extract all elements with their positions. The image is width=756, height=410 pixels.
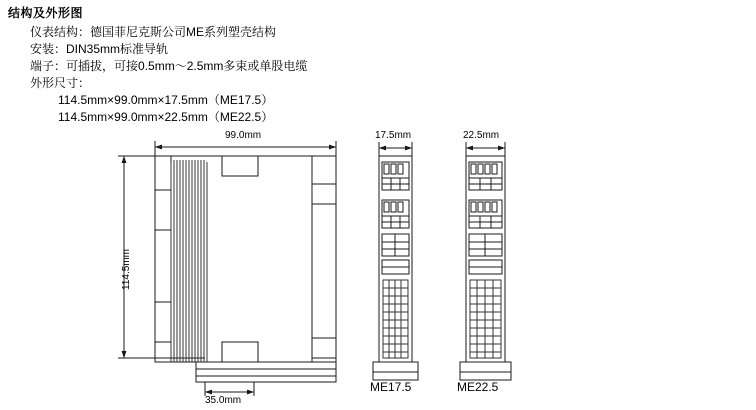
spec-label-mounting: 安装：	[30, 42, 67, 56]
spec-value-terminal: 可插拔，可接0.5mm～2.5mm多束或单股电缆	[66, 59, 308, 73]
spec-row-mounting	[30, 41, 630, 58]
spec-label-terminal: 端子：	[30, 59, 67, 73]
spec-row-structure	[30, 24, 630, 41]
me175-caption: ME17.5	[370, 380, 412, 394]
side-view-height-label: 114.5mm	[121, 249, 132, 290]
spec-label-structure: 仪表结构：	[30, 25, 91, 39]
spec-label-dimensions: 外形尺寸：	[30, 76, 91, 90]
dimension-line-2: 114.5mm×99.0mm×22.5mm（ME22.5）	[58, 110, 274, 124]
side-view-width-label: 99.0mm	[225, 130, 262, 141]
spec-row-terminal	[30, 58, 630, 75]
spec-value-structure: 德国菲尼克斯公司ME系列塑壳结构	[90, 25, 277, 39]
spec-row-dimensions	[30, 75, 630, 92]
side-view-foot-label: 35.0mm	[205, 395, 242, 406]
dimension-line-1: 114.5mm×99.0mm×17.5mm（ME17.5）	[58, 93, 274, 107]
page-title: 结构及外形图	[8, 6, 84, 20]
technical-drawing-svg	[0, 130, 756, 405]
spec-value-mounting: DIN35mm标准导轨	[66, 42, 169, 56]
spec-block	[30, 24, 630, 126]
me225-width-label: 22.5mm	[463, 130, 500, 141]
drawing-area	[0, 130, 756, 405]
me175-width-label: 17.5mm	[375, 130, 412, 141]
me225-caption: ME22.5	[457, 380, 499, 394]
